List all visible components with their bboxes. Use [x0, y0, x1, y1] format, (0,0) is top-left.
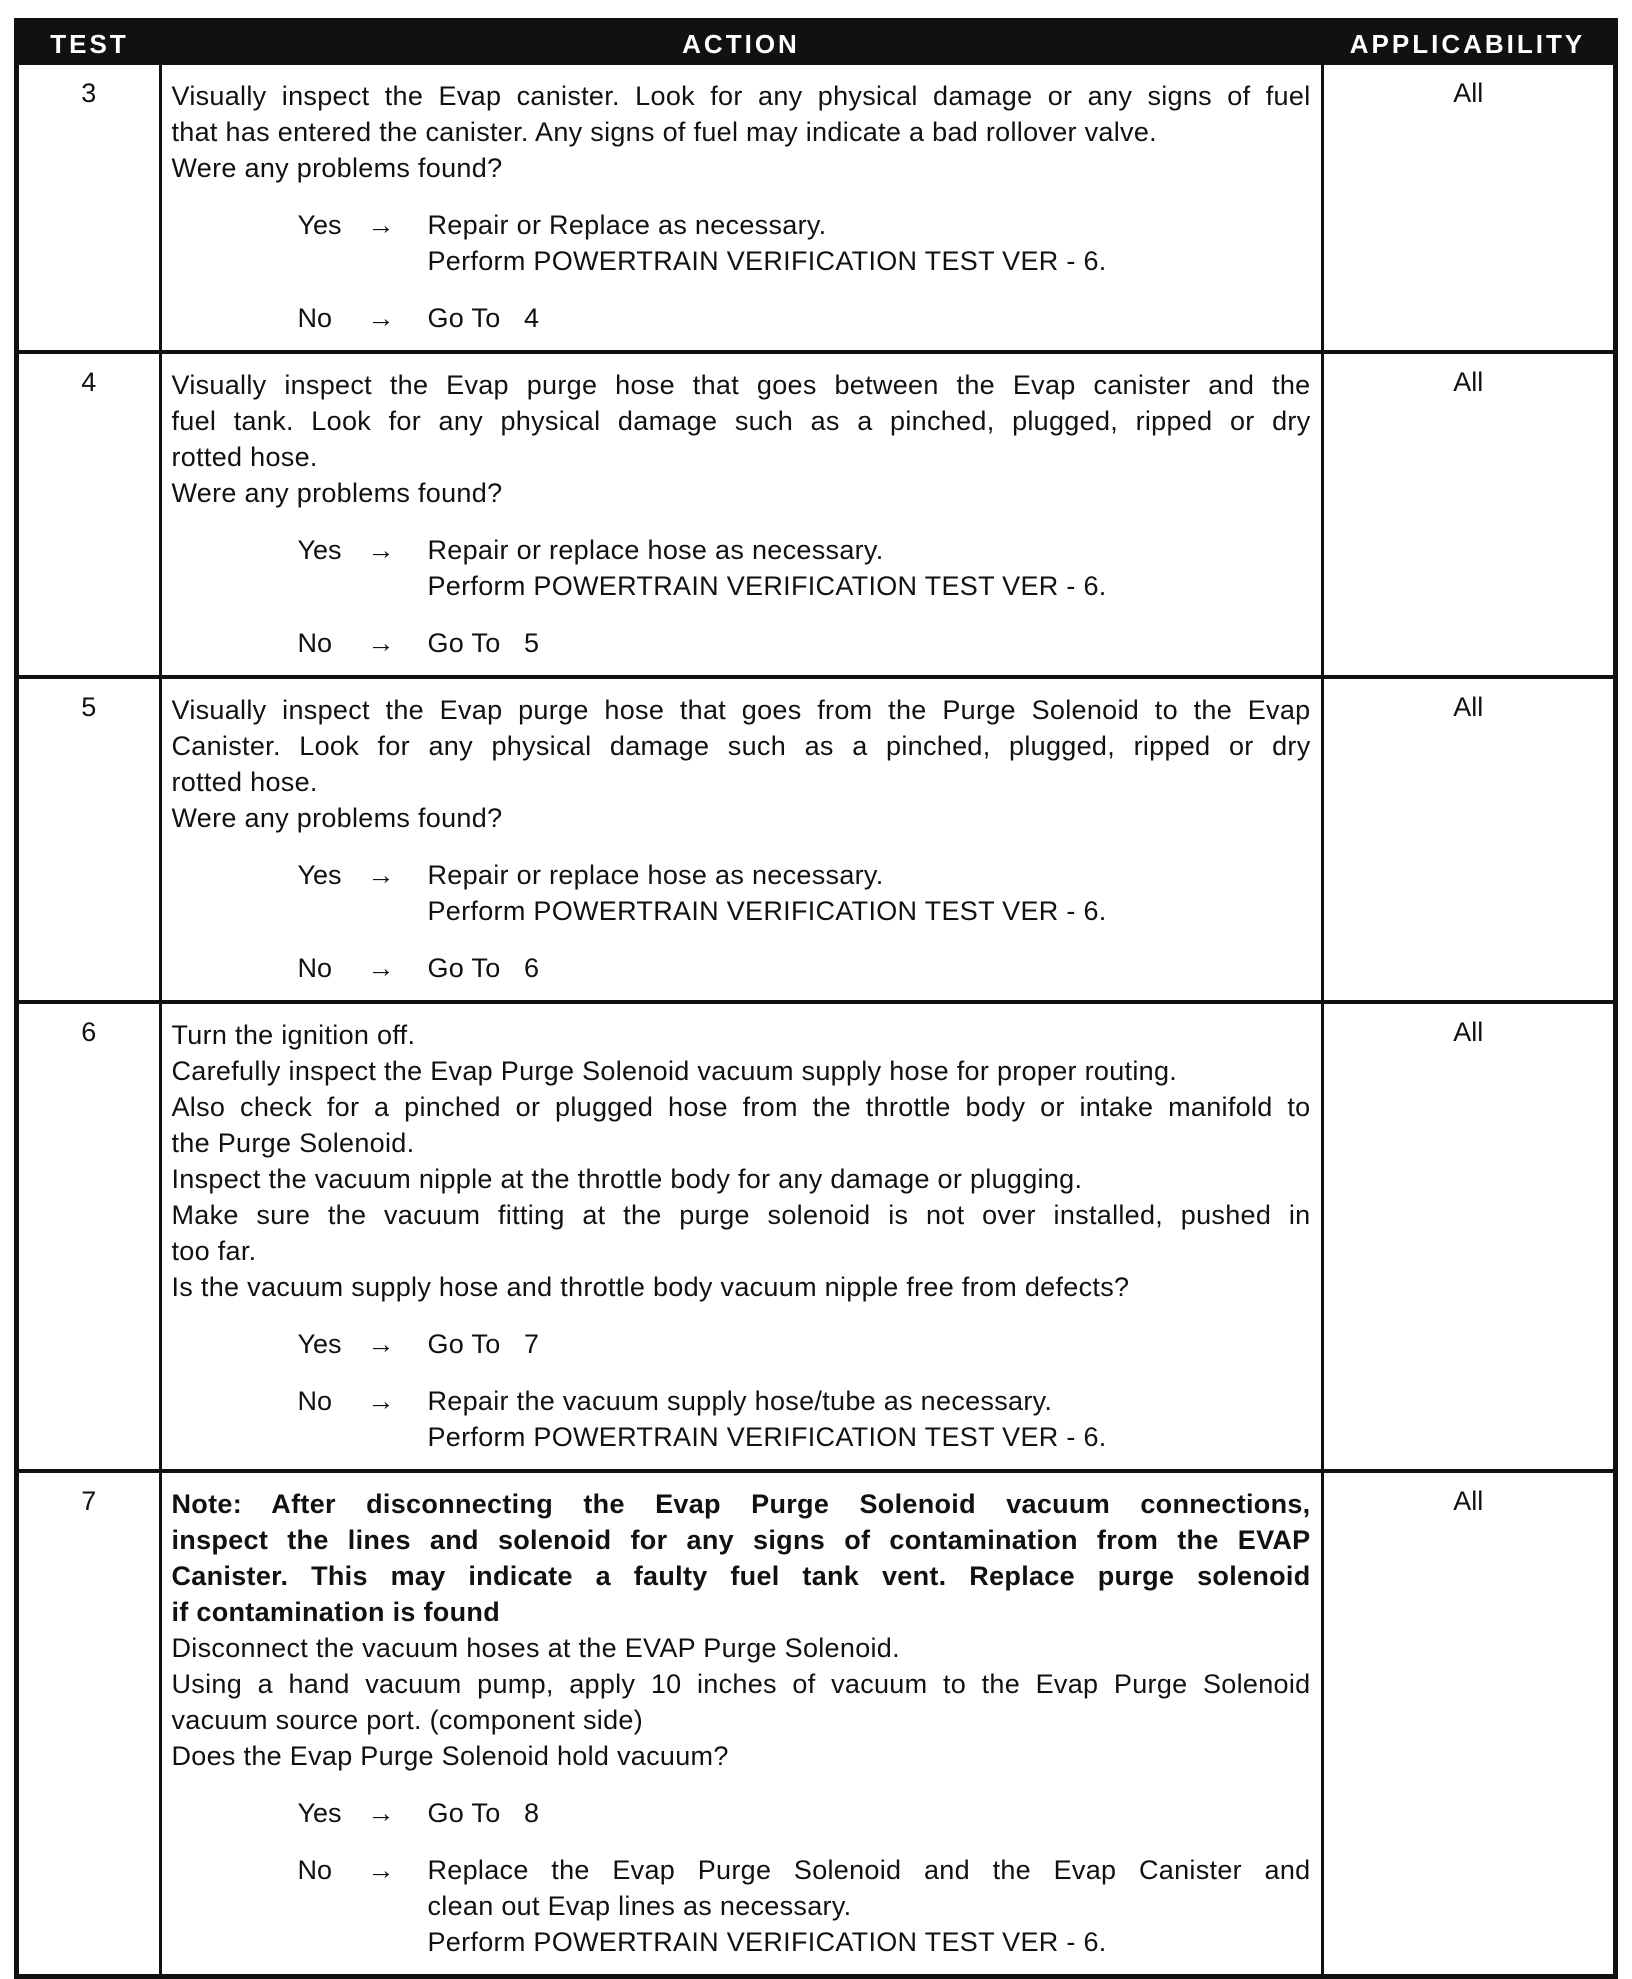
header-test: TEST: [19, 23, 160, 65]
result-line: Go To 5: [427, 628, 540, 658]
header-applicability: APPLICABILITY: [1322, 23, 1613, 65]
action-cell: [160, 352, 1322, 677]
action-line: Using a hand vacuum pump, apply 10 inches of vacuum to the Evap Purge Solenoid: [171, 1669, 1311, 1699]
yes-branch: [298, 532, 1311, 604]
action-line: fuel tank. Look for any physical damage such as a pinched, plugged, ripped or dry: [171, 406, 1311, 436]
no-result: [428, 1383, 1311, 1455]
test-number: 5: [19, 677, 160, 1002]
test-number: 3: [19, 65, 160, 352]
action-cell: [160, 677, 1322, 1002]
result-line: Go To 4: [427, 303, 540, 333]
result-line: Go To 7: [427, 1329, 540, 1359]
arrow-icon: →: [367, 1386, 395, 1416]
applicability-value: All: [1322, 677, 1613, 1002]
no-branch: [298, 1852, 1311, 1960]
action-line: Also check for a pinched or plugged hose from the throttle body or intake manifold to: [171, 1092, 1311, 1122]
result-line: Perform POWERTRAIN VERIFICATION TEST VER - 6.: [427, 1422, 1107, 1452]
no-result: [428, 1852, 1311, 1960]
action-line: Carefully inspect the Evap Purge Solenoid vacuum supply hose for proper routing.: [171, 1056, 1178, 1086]
applicability-value: All: [1322, 65, 1613, 352]
table-row: [19, 65, 1613, 352]
note-line: if contamination is found: [171, 1597, 500, 1627]
result-line: Repair the vacuum supply hose/tube as necessary.: [427, 1386, 1053, 1416]
action-line: vacuum source port. (component side): [171, 1705, 644, 1735]
yes-result: [428, 857, 1311, 929]
arrow-icon: →: [367, 1855, 395, 1885]
yes-label: Yes: [297, 1798, 342, 1828]
arrow-icon: →: [367, 1329, 395, 1359]
yes-label: Yes: [297, 1329, 342, 1359]
yes-branch: [298, 857, 1311, 929]
yes-branch: [298, 1795, 1311, 1831]
yes-result: [428, 532, 1311, 604]
yes-label: Yes: [297, 210, 342, 240]
no-branch: [298, 1383, 1311, 1455]
note-line: inspect the lines and solenoid for any signs of contamination from the EVAP: [171, 1525, 1311, 1555]
result-line: Perform POWERTRAIN VERIFICATION TEST VER - 6.: [427, 246, 1107, 276]
table-row: [19, 1471, 1613, 1974]
table-header-row: [19, 23, 1613, 65]
note-line: Canister. This may indicate a faulty fuel tank vent. Replace purge solenoid: [171, 1561, 1311, 1591]
no-label: No: [297, 953, 333, 983]
yes-label: Yes: [297, 860, 342, 890]
no-branch: [298, 625, 1311, 661]
no-label: No: [297, 1386, 333, 1416]
table-row: [19, 352, 1613, 677]
result-line: Perform POWERTRAIN VERIFICATION TEST VER - 6.: [427, 896, 1107, 926]
arrow-icon: →: [367, 210, 395, 240]
no-label: No: [297, 1855, 333, 1885]
yes-label: Yes: [297, 535, 342, 565]
yes-result: [428, 207, 1311, 279]
arrow-icon: →: [367, 303, 395, 333]
action-cell: [160, 1002, 1322, 1471]
action-line: the Purge Solenoid.: [171, 1128, 415, 1158]
yes-result: [428, 1795, 1311, 1831]
result-line: Perform POWERTRAIN VERIFICATION TEST VER - 6.: [427, 571, 1107, 601]
result-line: Go To 6: [427, 953, 540, 983]
no-label: No: [297, 628, 333, 658]
test-number: 4: [19, 352, 160, 677]
action-line: Visually inspect the Evap canister. Look for any physical damage or any signs of fuel: [171, 81, 1311, 111]
action-question: Were any problems found?: [171, 478, 503, 508]
header-action: ACTION: [160, 23, 1322, 65]
result-line: Repair or Replace as necessary.: [427, 210, 827, 240]
no-branch: [298, 950, 1311, 986]
no-result: [428, 625, 1311, 661]
action-line: too far.: [171, 1236, 257, 1266]
result-line: Perform POWERTRAIN VERIFICATION TEST VER - 6.: [427, 1927, 1107, 1957]
action-line: Canister. Look for any physical damage such as a pinched, plugged, ripped or dry: [171, 731, 1311, 761]
no-result: [428, 950, 1311, 986]
action-line: Visually inspect the Evap purge hose that goes between the Evap canister and the: [171, 370, 1311, 400]
applicability-value: All: [1322, 352, 1613, 677]
action-cell: [160, 65, 1322, 352]
applicability-value: All: [1322, 1002, 1613, 1471]
action-cell: [160, 1471, 1322, 1974]
applicability-value: All: [1322, 1471, 1613, 1974]
yes-branch: [298, 207, 1311, 279]
table-row: [19, 1002, 1613, 1471]
result-line: Replace the Evap Purge Solenoid and the Evap Canister and: [427, 1855, 1311, 1885]
action-line: rotted hose.: [171, 442, 318, 472]
diagnostic-test-table: [19, 23, 1613, 1974]
result-line: Go To 8: [427, 1798, 540, 1828]
result-line: Repair or replace hose as necessary.: [427, 535, 884, 565]
result-line: Repair or replace hose as necessary.: [427, 860, 884, 890]
result-line: clean out Evap lines as necessary.: [427, 1891, 852, 1921]
action-line: Disconnect the vacuum hoses at the EVAP Purge Solenoid.: [171, 1633, 900, 1663]
action-question: Were any problems found?: [171, 803, 503, 833]
action-line: Turn the ignition off.: [171, 1020, 416, 1050]
action-line: Make sure the vacuum fitting at the purge solenoid is not over installed, pushed in: [171, 1200, 1311, 1230]
arrow-icon: →: [367, 860, 395, 890]
test-number: 7: [19, 1471, 160, 1974]
action-question: Is the vacuum supply hose and throttle body vacuum nipple free from defects?: [171, 1272, 1130, 1302]
arrow-icon: →: [367, 628, 395, 658]
no-branch: [298, 300, 1311, 336]
no-label: No: [297, 303, 333, 333]
arrow-icon: →: [367, 535, 395, 565]
arrow-icon: →: [367, 953, 395, 983]
no-result: [428, 300, 1311, 336]
arrow-icon: →: [367, 1798, 395, 1828]
action-question: Does the Evap Purge Solenoid hold vacuum?: [171, 1741, 729, 1771]
action-question: Were any problems found?: [171, 153, 503, 183]
action-line: Visually inspect the Evap purge hose that goes from the Purge Solenoid to the Evap: [171, 695, 1311, 725]
action-line: rotted hose.: [171, 767, 318, 797]
test-number: 6: [19, 1002, 160, 1471]
yes-result: [428, 1326, 1311, 1362]
note-line: Note: After disconnecting the Evap Purge Solenoid vacuum connections,: [171, 1489, 1311, 1519]
table-row: [19, 677, 1613, 1002]
action-line: Inspect the vacuum nipple at the throttle body for any damage or plugging.: [171, 1164, 1083, 1194]
yes-branch: [298, 1326, 1311, 1362]
diagnostic-procedure-sheet: [14, 18, 1618, 1979]
action-line: that has entered the canister. Any signs of fuel may indicate a bad rollover valve.: [171, 117, 1157, 147]
